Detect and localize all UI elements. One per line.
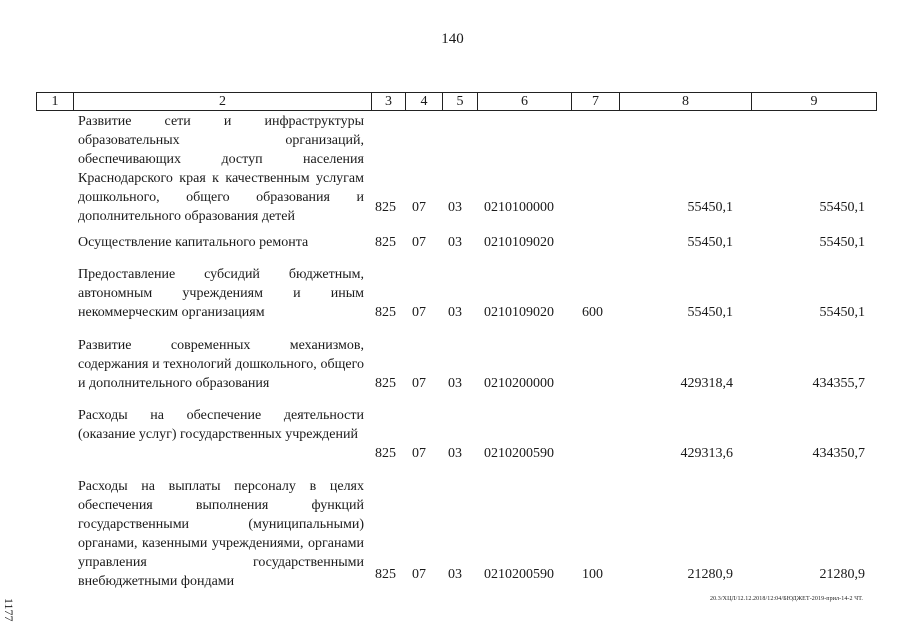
page-number: 140: [441, 31, 464, 47]
cell-amount-2020: 55450,1: [819, 235, 865, 250]
cell-section: 07: [412, 446, 426, 461]
cell-ministry-code: 825: [375, 446, 396, 461]
cell-amount-2019: 55450,1: [687, 235, 733, 250]
cell-target-item: 0210109020: [484, 235, 554, 250]
cell-target-item: 0210200000: [484, 376, 554, 391]
cell-subsection: 03: [448, 567, 462, 582]
cell-subsection: 03: [448, 200, 462, 215]
row-name: Расходы на обеспечение деятельности (оказание услуг) государственных учреждений: [78, 408, 364, 442]
cell-section: 07: [412, 567, 426, 582]
cell-ministry-code: 825: [375, 200, 396, 215]
cell-section: 07: [412, 376, 426, 391]
column-number-7: 7: [572, 93, 620, 111]
cell-amount-2020: 21280,9: [819, 567, 865, 582]
cell-amount-2019: 21280,9: [687, 567, 733, 582]
column-number-2: 2: [74, 93, 372, 111]
row-name: Развитие сети и инфраструктуры образовательных организаций, обеспечивающих доступ населения Краснодарского края к качественным услугам дошкольного, общего образования и дополнительного образования детей: [78, 114, 364, 224]
cell-ministry-code: 825: [375, 567, 396, 582]
cell-amount-2019: 429318,4: [680, 376, 733, 391]
cell-target-item: 0210200590: [484, 446, 554, 461]
cell-amount-2020: 55450,1: [819, 200, 865, 215]
row-name: Предоставление субсидий бюджетным, автономным учреждениям и иным некоммерческим организациям: [78, 267, 364, 320]
cell-ministry-code: 825: [375, 305, 396, 320]
cell-target-item: 0210100000: [484, 200, 554, 215]
cell-subsection: 03: [448, 235, 462, 250]
cell-amount-2019: 55450,1: [687, 200, 733, 215]
cell-amount-2019: 55450,1: [687, 305, 733, 320]
cell-target-item: 0210109020: [484, 305, 554, 320]
cell-target-item: 0210200590: [484, 567, 554, 582]
cell-section: 07: [412, 235, 426, 250]
cell-expense-type: 100: [582, 567, 603, 582]
column-number-6: 6: [478, 93, 572, 111]
cell-amount-2019: 429313,6: [680, 446, 733, 461]
cell-section: 07: [412, 200, 426, 215]
cell-subsection: 03: [448, 305, 462, 320]
cell-section: 07: [412, 305, 426, 320]
side-sheet-number: 1177: [2, 598, 16, 622]
row-name: Осуществление капитального ремонта: [78, 235, 309, 250]
cell-subsection: 03: [448, 446, 462, 461]
column-number-8: 8: [620, 93, 752, 111]
cell-amount-2020: 434355,7: [812, 376, 865, 391]
row-name: Развитие современных механизмов, содержания и технологий дошкольного, общего и дополнительного образования: [78, 338, 364, 391]
footer-document-code: 20.3/ХЦЛ/12.12.2018/12:04/БЮДЖЕТ-2019-прил-14-2 ЧТ.: [709, 596, 863, 602]
cell-amount-2020: 55450,1: [819, 305, 865, 320]
column-number-1: 1: [37, 93, 74, 111]
column-number-5: 5: [443, 93, 478, 111]
column-number-3: 3: [372, 93, 406, 111]
cell-ministry-code: 825: [375, 376, 396, 391]
column-number-4: 4: [406, 93, 443, 111]
cell-ministry-code: 825: [375, 235, 396, 250]
column-number-9: 9: [752, 93, 877, 111]
cell-expense-type: 600: [582, 305, 603, 320]
column-header-row: [36, 92, 877, 111]
row-name: Расходы на выплаты персоналу в целях обеспечения выполнения функций государственными (муниципальными) органами, казенными учреждениями, органами управления государственными внебюджетными фондами: [78, 479, 364, 589]
cell-amount-2020: 434350,7: [812, 446, 865, 461]
cell-subsection: 03: [448, 376, 462, 391]
